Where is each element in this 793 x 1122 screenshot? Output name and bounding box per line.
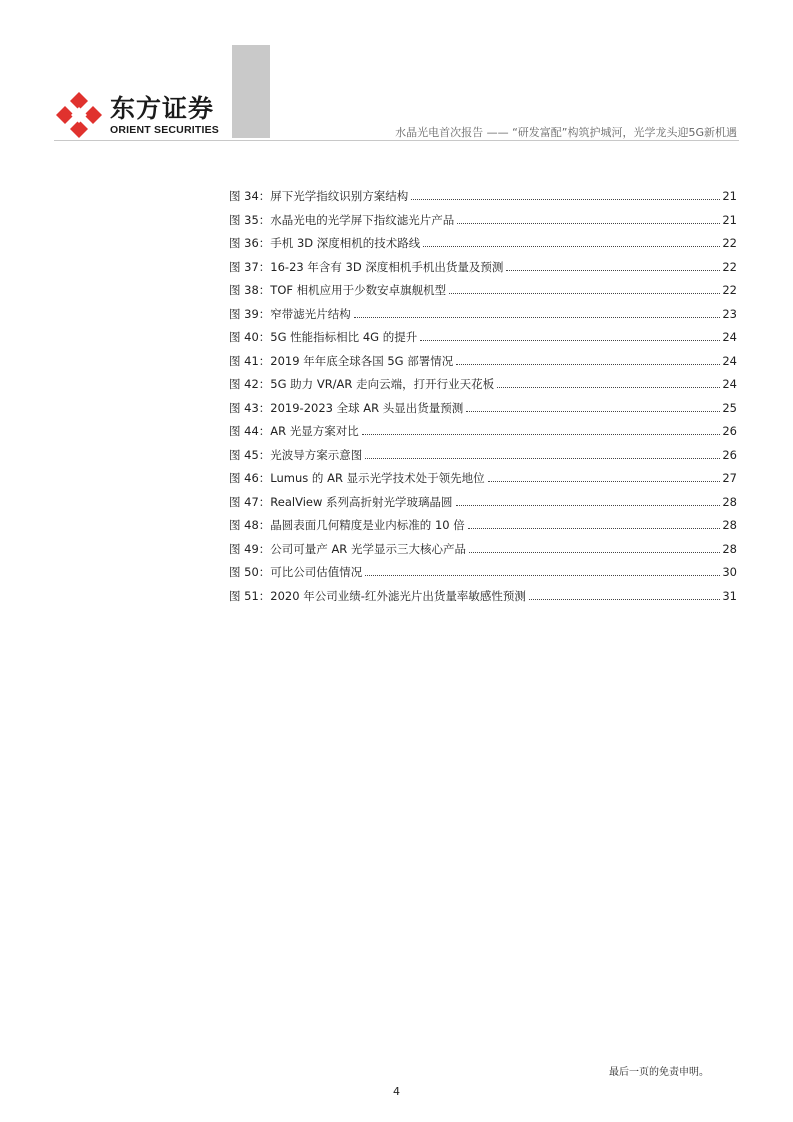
toc-dot-leader <box>497 387 720 388</box>
toc-entry-page: 27 <box>722 471 737 485</box>
figure-index <box>229 188 737 611</box>
logo-english-name: ORIENT SECURITIES <box>110 123 219 136</box>
toc-entry-label: 图 35：水晶光电的光学屏下指纹滤光片产品 <box>229 212 455 227</box>
toc-entry-label: 图 39：窄带滤光片结构 <box>229 306 351 321</box>
toc-entry[interactable] <box>229 447 737 471</box>
toc-entry-page: 24 <box>722 330 737 344</box>
toc-entry-page: 22 <box>722 236 737 250</box>
toc-entry[interactable] <box>229 259 737 283</box>
toc-dot-leader <box>456 364 720 365</box>
toc-entry-page: 25 <box>722 400 737 415</box>
toc-dot-leader <box>365 458 720 459</box>
toc-entry-page: 22 <box>722 259 737 274</box>
toc-dot-leader <box>466 411 720 412</box>
toc-entry-label: 图 51：2020 年公司业绩-红外滤光片出货量率敏感性预测 <box>229 588 526 603</box>
toc-dot-leader <box>362 434 721 435</box>
toc-entry[interactable] <box>229 329 737 353</box>
toc-entry-page: 21 <box>722 212 737 227</box>
toc-entry[interactable] <box>229 353 737 377</box>
toc-dot-leader <box>506 270 720 271</box>
toc-dot-leader <box>423 246 720 247</box>
toc-entry[interactable] <box>229 235 737 259</box>
toc-entry-page: 26 <box>722 447 737 462</box>
logo-mark-icon <box>54 90 104 140</box>
toc-entry-label: 图 46：Lumus 的 AR 显示光学技术处于领先地位 <box>229 471 485 485</box>
toc-entry[interactable] <box>229 188 737 212</box>
disclaimer-note: 最后一页的免责申明。 <box>609 1067 709 1078</box>
toc-entry-label: 图 49：公司可量产 AR 光学显示三大核心产品 <box>229 541 466 556</box>
toc-entry-page: 31 <box>722 588 737 603</box>
company-logo <box>54 90 219 140</box>
toc-entry-page: 30 <box>722 565 737 579</box>
toc-entry-page: 28 <box>722 518 737 532</box>
logo-chinese-name: 东方证券 <box>110 93 215 123</box>
toc-dot-leader <box>469 552 720 553</box>
header-divider <box>54 140 739 141</box>
toc-entry-page: 24 <box>722 353 737 368</box>
toc-entry-page: 24 <box>722 377 737 391</box>
toc-entry-label: 图 48：晶圆表面几何精度是业内标准的 10 倍 <box>229 518 465 532</box>
toc-entry[interactable] <box>229 376 737 400</box>
toc-entry-label: 图 42：5G 助力 VR/AR 走向云端，打开行业天花板 <box>229 377 495 391</box>
toc-entry-label: 图 44：AR 光显方案对比 <box>229 424 359 438</box>
toc-entry-page: 28 <box>722 494 737 509</box>
toc-entry-label: 图 50：可比公司估值情况 <box>229 565 363 579</box>
toc-entry-page: 26 <box>722 424 737 438</box>
toc-dot-leader <box>449 293 720 294</box>
toc-entry-label: 图 38：TOF 相机应用于少数安卓旗舰机型 <box>229 283 447 297</box>
toc-entry[interactable] <box>229 541 737 565</box>
toc-dot-leader <box>456 505 721 506</box>
toc-entry-label: 图 47：RealView 系列高折射光学玻璃晶圆 <box>229 494 453 509</box>
toc-entry[interactable] <box>229 517 737 541</box>
toc-entry-page: 23 <box>722 306 737 321</box>
toc-dot-leader <box>488 481 721 482</box>
toc-entry-page: 21 <box>722 189 737 203</box>
toc-entry-label: 图 34：屏下光学指纹识别方案结构 <box>229 189 409 203</box>
toc-entry[interactable] <box>229 212 737 236</box>
toc-dot-leader <box>457 223 720 224</box>
toc-dot-leader <box>420 340 720 341</box>
toc-entry[interactable] <box>229 306 737 330</box>
toc-entry-label: 图 45：光波导方案示意图 <box>229 447 363 462</box>
toc-dot-leader <box>365 575 720 576</box>
toc-entry[interactable] <box>229 588 737 612</box>
toc-dot-leader <box>354 317 721 318</box>
toc-entry-label: 图 41：2019 年年底全球各国 5G 部署情况 <box>229 353 454 368</box>
toc-entry[interactable] <box>229 423 737 447</box>
toc-entry[interactable] <box>229 564 737 588</box>
report-title: 水晶光电首次报告 —— “研发富配”构筑护城河，光学龙头迎5G新机遇 <box>395 126 737 139</box>
toc-dot-leader <box>468 528 721 529</box>
header-gray-bar <box>232 45 270 138</box>
toc-entry-label: 图 36：手机 3D 深度相机的技术路线 <box>229 236 421 250</box>
toc-entry[interactable] <box>229 282 737 306</box>
toc-entry[interactable] <box>229 400 737 424</box>
toc-entry-label: 图 40：5G 性能指标相比 4G 的提升 <box>229 330 418 344</box>
toc-entry-page: 22 <box>722 283 737 297</box>
toc-dot-leader <box>529 599 721 600</box>
toc-entry-page: 28 <box>722 541 737 556</box>
toc-entry[interactable] <box>229 470 737 494</box>
toc-dot-leader <box>411 199 720 200</box>
page-number: 4 <box>393 1085 400 1098</box>
toc-entry-label: 图 43：2019-2023 全球 AR 头显出货量预测 <box>229 400 464 415</box>
toc-entry-label: 图 37：16-23 年含有 3D 深度相机手机出货量及预测 <box>229 259 504 274</box>
toc-entry[interactable] <box>229 494 737 518</box>
